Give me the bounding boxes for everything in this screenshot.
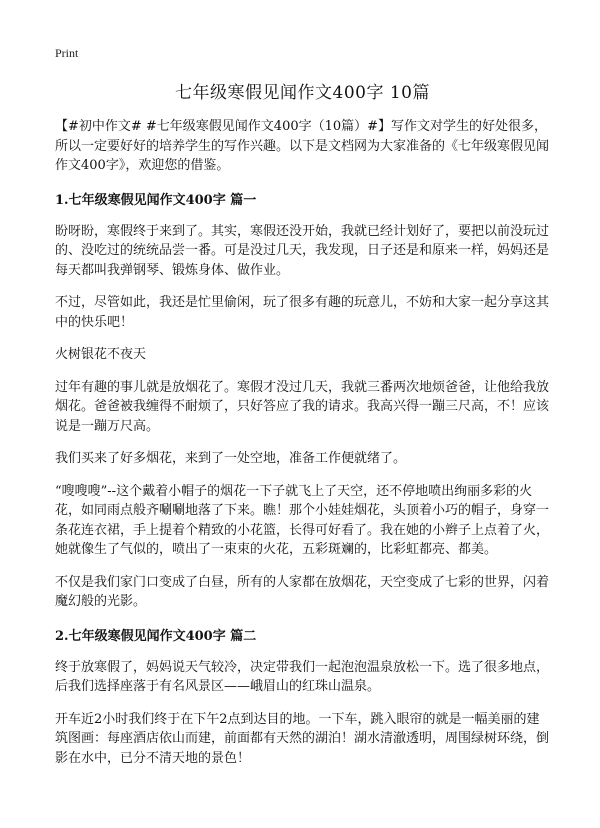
paragraph: 不仅是我们家门口变成了白昼，所有的人家都在放烟花，天空变成了七彩的世界，闪着魔幻般的光影。 bbox=[55, 574, 550, 609]
paragraph: “嗖嗖嗖”--这个戴着小帽子的烟花一下子就飞上了天空，还不停地喷出绚丽多彩的火花，如同雨点般齐唰唰地落了下来。瞧！那个小娃娃烟花，头顶着小巧的帽子，身穿一条花连衣裙，手上提着个精致的小花篮，长得可好看了。我在她的小辫子上点着了火，她就像生了气似的，喷出了一束束的火花，五彩斑斓的，比彩虹都亮、都美。 bbox=[55, 483, 550, 557]
section-heading-1: 1.七年级寒假见闻作文400字 篇一 bbox=[55, 192, 257, 208]
paragraph: 不过，尽管如此，我还是忙里偷闲，玩了很多有趣的玩意儿，不妨和大家一起分享这其中的快乐吧！ bbox=[55, 295, 550, 330]
paragraph: 盼呀盼，寒假终于来到了。其实，寒假还没开始，我就已经计划好了，要把以前没玩过的、没吃过的统统品尝一番。可是没过几天，我发现，日子还是和原来一样，妈妈还是每天都叫我弹钢琴、锻炼身体、做作业。 bbox=[55, 223, 550, 278]
paragraph: 过年有趣的事儿就是放烟花了。寒假才没过几天，我就三番两次地烦爸爸，让他给我放烟花。爸爸被我缠得不耐烦了，只好答应了我的请求。我高兴得一蹦三尺高，不！应该说是一蹦万尺高。 bbox=[55, 379, 550, 434]
paragraph: 终于放寒假了，妈妈说天气较冷，决定带我们一起泡泡温泉放松一下。选了很多地点，后我们选择座落于有名风景区——峨眉山的红珠山温泉。 bbox=[55, 659, 550, 694]
print-link[interactable]: Print bbox=[55, 46, 79, 60]
page-title: 七年级寒假见闻作文400字 10篇 bbox=[175, 83, 430, 103]
paragraph: 开车近2小时我们终于在下午2点到达目的地。一下车，跳入眼帘的就是一幅美丽的建筑图画：每座酒店依山而建，前面都有天然的湖泊！湖水清澈透明，周围绿树环绕，倒影在水中，已分不清天地的景色！ bbox=[55, 711, 550, 766]
article bbox=[55, 78, 550, 781]
paragraph: 我们买来了好多烟花，来到了一处空地，准备工作便就绪了。 bbox=[55, 451, 407, 466]
intro-paragraph: 【#初中作文# #七年级寒假见闻作文400字（10篇）#】写作文对学生的好处很多，所以一定要好好的培养学生的写作兴趣。以下是文档网为大家准备的《七年级寒假见闻作文400字》，欢迎您的借鉴。 bbox=[55, 119, 550, 173]
section-heading-2: 2.七年级寒假见闻作文400字 篇二 bbox=[55, 628, 257, 644]
subheading: 火树银花不夜天 bbox=[55, 347, 147, 362]
